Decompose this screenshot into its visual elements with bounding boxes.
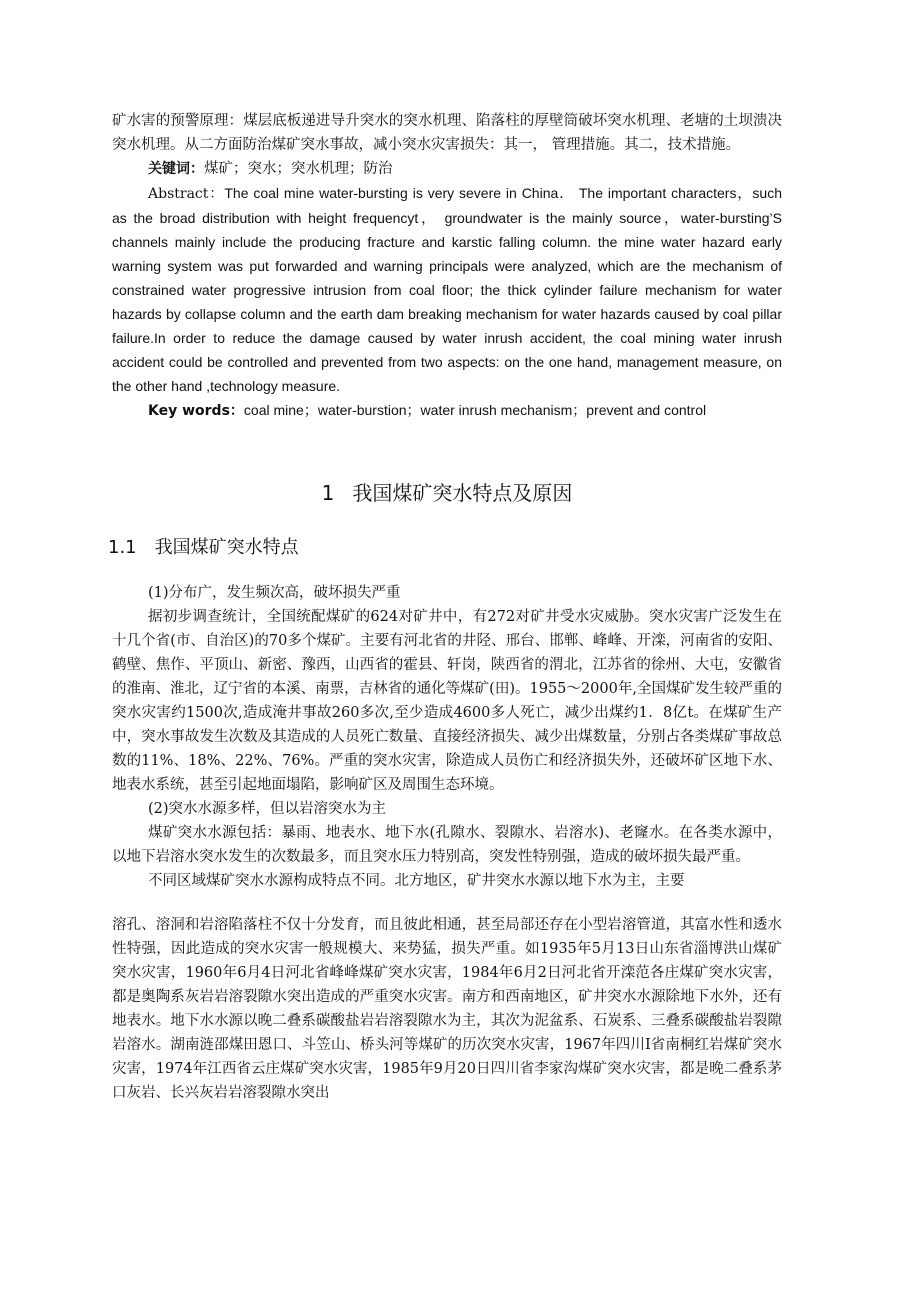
chinese-keywords-label: 关键词： bbox=[148, 161, 204, 177]
chinese-keywords bbox=[112, 157, 782, 181]
paragraph-regional-sources: 不同区域煤矿突水水源构成特点不同。北方地区，矿井突水水源以地下水为主，主要 bbox=[148, 873, 685, 889]
chinese-keywords-text: 煤矿；突水；突水机理；防治 bbox=[204, 161, 393, 177]
english-abstract bbox=[112, 181, 782, 398]
paragraph-karst-details: 溶孔、溶洞和岩溶陷落柱不仅十分发育，而且彼此相通，甚至局部还存在小型岩溶管道，其富水性和透水性特强，因此造成的突水灾害一般规模大、来势猛，损失严重。如1935年5月13日山东省淄博洪山煤矿突水灾害，1960年6月4日河北省峰峰煤矿突水灾害，1984年6月2日河北省开滦范各庄煤矿突水灾害，都是奥陶系灰岩岩溶裂隙水突出造成的严重突水灾害。南方和西南地区，矿井突水水源除地下水外，还有地表水。地下水水源以晚二叠系碳酸盐岩岩溶裂隙水为主，其次为泥盆系、石炭系、三叠系碳酸盐岩裂隙岩溶水。湖南涟邵煤田恩口、斗笠山、桥头河等煤矿的历次突水灾害，1967年四川I省南桐红岩煤矿突水灾害，1974年江西省云庄煤矿突水灾害，1985年9月20日四川省李家沟煤矿突水灾害，都是晚二叠系茅口灰岩、长兴灰岩岩溶裂隙水突出 bbox=[112, 917, 782, 1101]
section-1-title: 我国煤矿突水特点及原因 bbox=[352, 481, 573, 505]
item-1-heading: (1)分布广，发生频次高，破坏损失严重 bbox=[148, 585, 401, 601]
paragraph-water-sources: 煤矿突水水源包括：暴雨、地表水、地下水(孔隙水、裂隙水、岩溶水)、老窿水。在各类水源中，以地下岩溶水突水发生的次数最多，而且突水压力特别高，突发性特别强，造成的破坏损失最严重。 bbox=[112, 825, 782, 865]
section-1-1-body bbox=[112, 581, 782, 1105]
english-keywords-label: Key words： bbox=[148, 403, 244, 419]
english-abstract-label: Abstract： bbox=[148, 186, 225, 202]
english-abstract-text: The coal mine water-bursting is very severe in China． The important characters，such as the broad distribution with height frequencyt， groundwater is the mainly source，water-bursting’S channels mainly include the producing fracture and karstic falling column. the mine water hazard early warning system was put forwarded and warning principals were analyzed, which are the mechanism of constrained water progressive intrusion from coal floor; the thick cylinder failure mechanism for water hazards by collapse column and the earth dam breaking mechanism for water hazards caused by coal pillar failure.In order to reduce the damage caused by water inrush accident, the coal mining water inrush accident could be controlled and prevented from two aspects: on the one hand, management measure, on the other hand ,technology measure. bbox=[112, 185, 782, 394]
section-1-1-title: 我国煤矿突水特点 bbox=[154, 537, 299, 558]
section-1-1-number: 1.1 bbox=[108, 537, 137, 558]
page-content bbox=[108, 109, 782, 1105]
section-1-heading bbox=[112, 479, 782, 507]
english-keywords bbox=[112, 398, 782, 423]
paragraph-distribution: 据初步调查统计，全国统配煤矿的624对矿井中，有272对矿井受水灾威胁。突水灾害广泛发生在十几个省(市、自治区)的70多个煤矿。主要有河北省的井陉、邢台、邯郸、峰峰、开滦，河南省的安阳、鹤壁、焦作、平顶山、新密、豫西，山西省的霍县、轩岗，陕西省的渭北，江苏省的徐州、大屯，安徽省的淮南、淮北，辽宁省的本溪、南票，吉林省的通化等煤矿(田)。1955～2000年,全国煤矿发生较严重的突水灾害约1500次,造成淹井事故260多次,至少造成4600多人死亡，减少出煤约1．8亿t。在煤矿生产中，突水事故发生次数及其造成的人员死亡数量、直接经济损失、减少出煤数量，分别占各类煤矿事故总数的11%、18%、22%、76%。严重的突水灾害，除造成人员伤亡和经济损失外，还破坏矿区地下水、地表水系统，甚至引起地面塌陷，影响矿区及周围生态环境。 bbox=[112, 609, 782, 793]
item-2-heading: (2)突水水源多样，但以岩溶突水为主 bbox=[148, 801, 387, 817]
section-1-number: 1 bbox=[321, 481, 335, 505]
chinese-abstract-continuation: 矿水害的预警原理：煤层底板递进导升突水的突水机理、陷落柱的厚壁筒破坏突水机理、老塘的土坝溃决突水机理。从二方面防治煤矿突水事故，减小突水灾害损失：其一， 管理措施。其二，技术措施。 bbox=[112, 113, 782, 153]
english-keywords-text: coal mine；water-burstion；water inrush mechanism；prevent and control bbox=[243, 402, 707, 418]
section-1-1-heading bbox=[108, 535, 782, 561]
